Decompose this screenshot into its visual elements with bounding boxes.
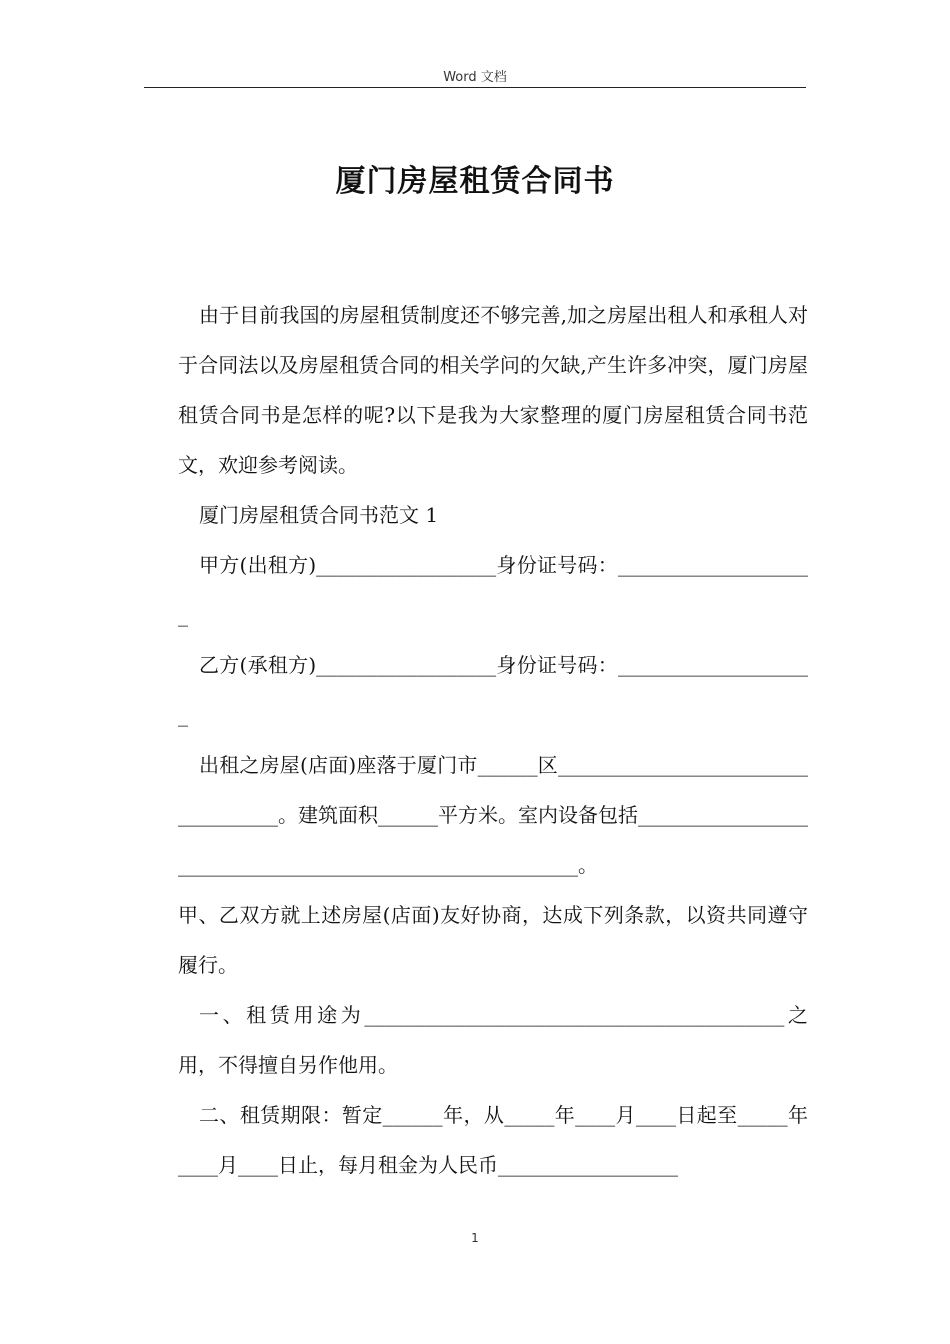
sample-heading: 厦门房屋租赁合同书范文 1 [199, 503, 439, 527]
header-divider [144, 87, 806, 88]
clause-2-term: 二、租赁期限：暂定______年，从_____年____月____日起至_____年____月____日止，每月租金为人民币__________________ [178, 1103, 808, 1177]
party-b-line: 乙方(承租方)__________________身份证号码：____________________ [178, 653, 808, 727]
document-title: 厦门房屋租赁合同书 [335, 164, 615, 199]
page-header: Word 文档 [443, 70, 507, 85]
agreement-paragraph: 甲、乙双方就上述房屋(店面)友好协商，达成下列条款，以资共同遵守履行。 [178, 903, 808, 977]
intro-paragraph: 由于目前我国的房屋租赁制度还不够完善,加之房屋出租人和承租人对于合同法以及房屋租赁合同的相关学问的欠缺,产生许多冲突，厦门房屋租赁合同书是怎样的呢?以下是我为大家整理的厦门房屋租赁合同书范文，欢迎参考阅读。 [178, 303, 808, 477]
property-location-paragraph: 出租之房屋(店面)座落于厦门市______区___________________________________。建筑面积______平方米。室内设备包括_________________________________________________________。 [178, 753, 808, 877]
clause-1-usage: 一、租赁用途为__________________________________________之用，不得擅自另作他用。 [178, 1003, 808, 1077]
page-number: 1 [471, 1231, 479, 1245]
document-body [178, 290, 808, 1190]
party-a-line: 甲方(出租方)__________________身份证号码：____________________ [178, 553, 808, 627]
